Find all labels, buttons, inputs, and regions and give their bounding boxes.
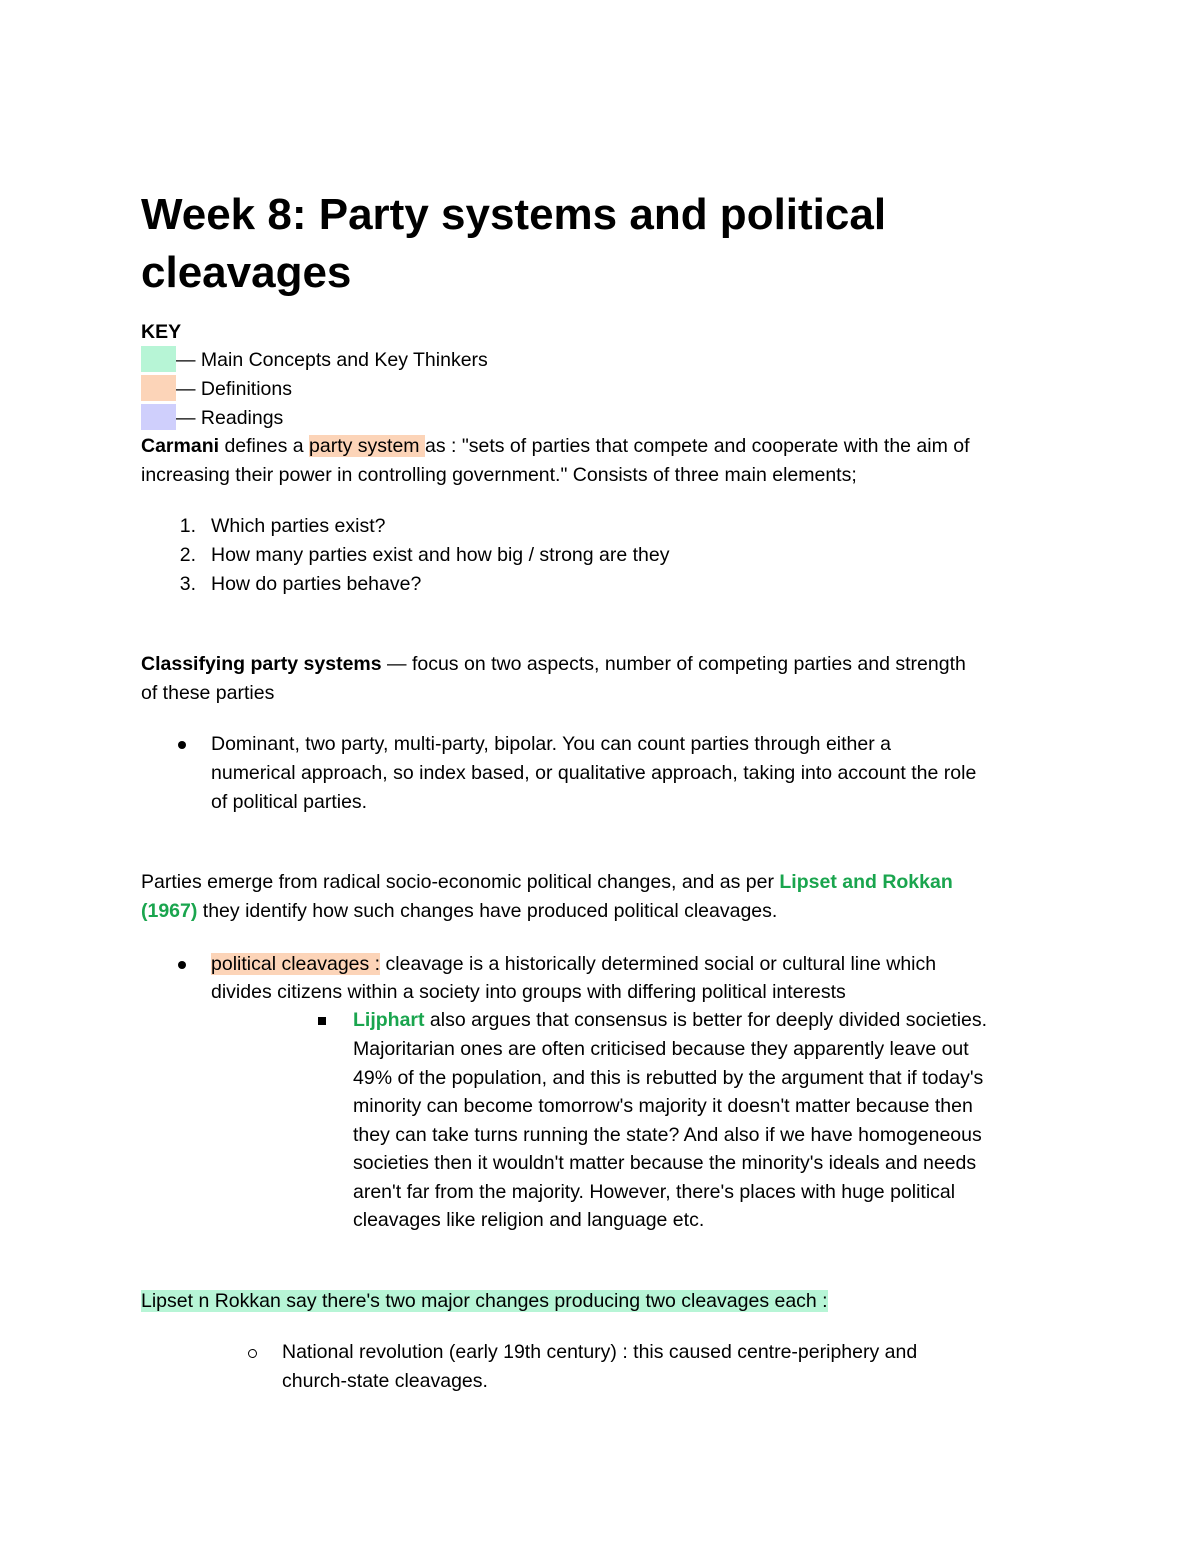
bullet-square-icon <box>318 1017 326 1025</box>
orange-swatch <box>141 375 176 401</box>
purple-swatch <box>141 404 176 430</box>
green-swatch <box>141 346 176 372</box>
national-revolution-line: church-state cleavages. <box>282 1370 488 1392</box>
key-item-main-concepts <box>141 346 488 375</box>
ref-lipset-rokkan: Lipset and Rokkan <box>779 871 953 893</box>
lijphart-line: they can take turns running the state? And also if we have homogeneous <box>353 1124 982 1146</box>
emerge-text-2: they identify how such changes have produced political cleavages. <box>197 900 778 922</box>
cleavage-text-1: cleavage is a historically determined social or cultural line which <box>380 953 937 975</box>
bullet-disc-icon <box>178 961 186 969</box>
emerge-line-2 <box>141 897 777 926</box>
key-item-readings <box>141 404 283 433</box>
lijphart-line: cleavages like religion and language etc. <box>353 1209 705 1231</box>
list-item: How many parties exist and how big / strong are they <box>211 544 670 566</box>
lipset-rokkan-highlight: Lipset n Rokkan say there's two major changes producing two cleavages each : <box>141 1290 828 1312</box>
intro-text-1: defines a <box>219 435 310 457</box>
intro-line-2: increasing their power in controlling government." Consists of three main elements; <box>141 464 857 486</box>
list-item: Which parties exist? <box>211 515 386 537</box>
intro-text-2: as : "sets of parties that compete and cooperate with the aim of <box>424 435 970 457</box>
lijphart-line: minority can become tomorrow's majority it doesn't matter because then <box>353 1095 973 1117</box>
key-heading: KEY <box>141 321 182 343</box>
key-label-definitions: — Definitions <box>176 378 292 400</box>
list-number: 1. <box>179 515 196 537</box>
term-party-system: party system <box>309 435 425 457</box>
lijphart-text-1: also argues that consensus is better for deeply divided societies. <box>424 1009 988 1031</box>
classifying-line-1 <box>141 650 966 679</box>
classifying-text: — focus on two aspects, number of competing parties and strength <box>381 653 966 675</box>
list-number: 2. <box>179 544 196 566</box>
author-carmani: Carmani <box>141 435 220 457</box>
lijphart-line: 49% of the population, and this is rebutted by the argument that if today's <box>353 1067 984 1089</box>
classifying-bullet-line: numerical approach, so index based, or qualitative approach, taking into account the role <box>211 762 977 784</box>
lijphart-line: societies then it wouldn't matter because the minority's ideals and needs <box>353 1152 977 1174</box>
list-number: 3. <box>179 573 196 595</box>
lijphart-line: aren't far from the majority. However, there's places with huge political <box>353 1181 956 1203</box>
lipset-rokkan-heading <box>141 1287 828 1316</box>
classifying-bullet-line: Dominant, two party, multi-party, bipolar. You can count parties through either a <box>211 733 891 755</box>
key-label-readings: — Readings <box>176 407 284 429</box>
list-item: How do parties behave? <box>211 573 422 595</box>
emerge-line-1 <box>141 868 953 897</box>
intro-line-1 <box>141 432 970 461</box>
classifying-bullet-line: of political parties. <box>211 791 368 813</box>
bullet-circle-icon <box>248 1349 257 1358</box>
national-revolution-line: National revolution (early 19th century) : this caused centre-periphery and <box>282 1341 918 1363</box>
lijphart-line-1 <box>353 1006 987 1035</box>
cleavage-line-2: divides citizens within a society into groups with differing political interests <box>211 981 846 1003</box>
classifying-heading: Classifying party systems <box>141 653 382 675</box>
ref-lijphart: Lijphart <box>353 1009 425 1031</box>
term-political-cleavages: political cleavages : <box>211 953 381 975</box>
key-label-main-concepts: — Main Concepts and Key Thinkers <box>176 349 488 371</box>
key-item-definitions <box>141 375 292 404</box>
cleavage-line-1 <box>211 950 936 979</box>
emerge-text-1: Parties emerge from radical socio-economic political changes, and as per <box>141 871 780 893</box>
ref-year-1967: (1967) <box>141 900 198 922</box>
lijphart-line: Majoritarian ones are often criticised because they apparently leave out <box>353 1038 969 1060</box>
bullet-disc-icon <box>178 741 186 749</box>
classifying-line-2: of these parties <box>141 682 275 704</box>
page-title: Week 8: Party systems and political cleavages <box>141 190 887 297</box>
